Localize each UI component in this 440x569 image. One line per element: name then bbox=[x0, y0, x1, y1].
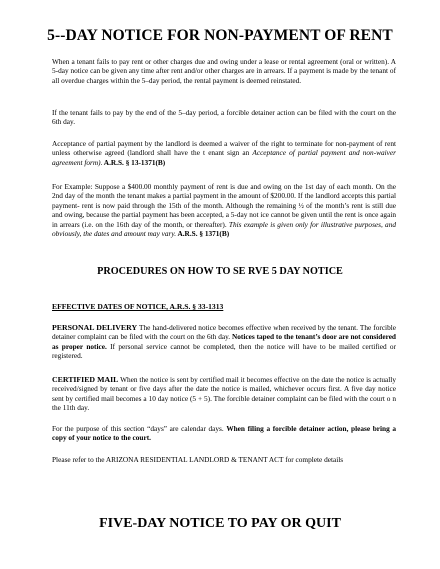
page-title: 5--DAY NOTICE FOR NON-PAYMENT OF RENT bbox=[47, 27, 393, 44]
effective-dates-heading: EFFECTIVE DATES OF NOTICE, A.R.S. § 33-1313 bbox=[52, 302, 224, 311]
calendar-days-instruction: When filing a forcible detainer action, please bring a copy of your notice to the court. bbox=[52, 424, 396, 443]
paragraph-intro: When a tenant fails to pay rent or other charges due and owing under a lease or rental agreement (oral or written). A 5-day notice can be given any time after rent and/or other charges are in arrears. If a payment is made by the tenant of all overdue charges within the 5–day period, the rental payment is deemed reinstated. bbox=[52, 57, 396, 85]
partial-payment-form-name: Acceptance of partial payment and non-waiver agreement form). bbox=[52, 148, 396, 167]
paragraph-personal-delivery bbox=[52, 323, 396, 361]
calendar-days-text: For the purpose of this section “days” are calendar days. bbox=[52, 424, 227, 433]
personal-delivery-text-2: If personal service cannot be completed, then the notice will have to be mailed certified or registered. bbox=[52, 341, 397, 361]
certified-mail-text: When the notice is sent by certified mail it becomes effective on the date the notice is actually received/signed by tenant or five days after the date the notice is mailed, whichever occurs first. A five day notice sent by certified mail becomes a 10 day notice (5 + 5). The forcible detainer complaint can be filed with the court o n the 11th day. bbox=[52, 375, 396, 413]
paragraph-forcible-detainer: If the tenant fails to pay by the end of the 5–day period, a forcible detainer action can be filed with the court on the 6th day. bbox=[52, 108, 396, 127]
partial-payment-text: Acceptance of partial payment by the landlord is deemed a waiver of the right to terminate for non-payment of rent unless otherwise agreed (landlord shall have the t enant sign an bbox=[52, 139, 396, 158]
personal-delivery-warning: Notices taped to the tenant’s door are not considered as proper notice. bbox=[52, 332, 396, 351]
procedures-heading: PROCEDURES ON HOW TO SE RVE 5 DAY NOTICE bbox=[97, 266, 343, 277]
paragraph-example bbox=[52, 182, 396, 238]
example-disclaimer: This example is given only for illustrative purposes, and obviously, the dates and amount may vary. bbox=[52, 219, 396, 239]
certified-mail-label: CERTIFIED MAIL bbox=[52, 375, 119, 384]
partial-payment-statute: A.R.S. § 13-1371(B) bbox=[102, 157, 166, 167]
personal-delivery-text: The hand-delivered notice becomes effective when received by the tenant. The forcible detainer complaint can be filed with the court on the 6th day. bbox=[52, 323, 396, 342]
paragraph-certified-mail bbox=[52, 375, 396, 413]
notice-title: FIVE-DAY NOTICE TO PAY OR QUIT bbox=[99, 516, 341, 531]
paragraph-refer-act: Please refer to the ARIZONA RESIDENTIAL LANDLORD & TENANT ACT for complete details bbox=[52, 455, 344, 464]
example-text: For Example: Suppose a $400.00 monthly payment of rent is due and owing on the 1st day of each month. On the 2nd day of the month the tenant makes a partial payment in the amount of $200.00. If the landlord accepts this partial payment- rent is now paid through the 15th of the month. Although the remaining ½ of the month’s rent is still due and owing, because the partial payment has been accepted, a 5-day not ice cannot be given until the rent is once again in arrears (i.e. on the 16th day of the month, or thereafter). bbox=[52, 182, 396, 229]
example-statute: A.R.S. § 1371(B) bbox=[176, 229, 230, 239]
paragraph-partial-payment bbox=[52, 139, 396, 167]
paragraph-calendar-days bbox=[52, 424, 396, 443]
personal-delivery-label: PERSONAL DELIVERY bbox=[52, 323, 138, 332]
